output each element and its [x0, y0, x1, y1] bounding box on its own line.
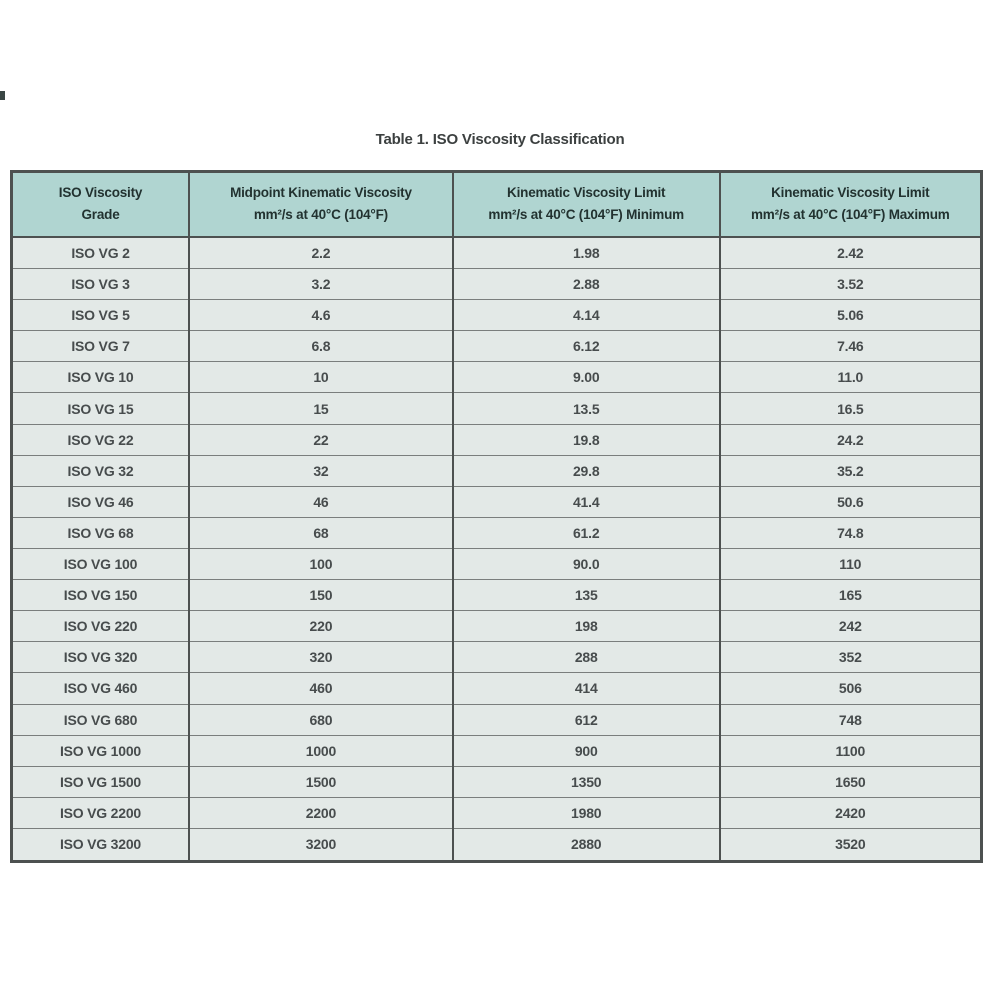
table-cell: 3.2	[189, 269, 453, 300]
table-row	[12, 704, 982, 735]
table-row	[12, 735, 982, 766]
table-cell: 41.4	[453, 486, 720, 517]
table-cell: 11.0	[720, 362, 982, 393]
table-cell: 2.88	[453, 269, 720, 300]
table-cell: ISO VG 3200	[12, 828, 190, 861]
header-row	[12, 172, 982, 237]
table-cell: 460	[189, 673, 453, 704]
table-cell: 46	[189, 486, 453, 517]
table-cell: 320	[189, 642, 453, 673]
table-header	[12, 172, 982, 237]
left-edge-speck	[0, 91, 5, 100]
table-cell: ISO VG 15	[12, 393, 190, 424]
table-cell: 220	[189, 611, 453, 642]
table-row	[12, 237, 982, 269]
table-cell: 1980	[453, 797, 720, 828]
table-title: Table 1. ISO Viscosity Classification	[375, 131, 625, 148]
table-cell: ISO VG 3	[12, 269, 190, 300]
table-cell: ISO VG 220	[12, 611, 190, 642]
table-cell: 19.8	[453, 424, 720, 455]
header-cell-grade	[12, 172, 190, 237]
table-cell: 110	[720, 549, 982, 580]
table-cell: 198	[453, 611, 720, 642]
table-cell: 2.42	[720, 237, 982, 269]
header-cell-midpoint	[189, 172, 453, 237]
table-cell: 4.6	[189, 300, 453, 331]
table-cell: 1650	[720, 766, 982, 797]
header-line: Kinematic Viscosity Limit	[771, 184, 930, 200]
table-cell: 16.5	[720, 393, 982, 424]
table-cell: 1100	[720, 735, 982, 766]
iso-viscosity-table	[10, 170, 983, 863]
table-cell: 61.2	[453, 517, 720, 548]
table-cell: 90.0	[453, 549, 720, 580]
table-cell: ISO VG 1500	[12, 766, 190, 797]
table-cell: 9.00	[453, 362, 720, 393]
table-cell: 74.8	[720, 517, 982, 548]
table-cell: 680	[189, 704, 453, 735]
table-row	[12, 517, 982, 548]
table-row	[12, 331, 982, 362]
table-cell: 3.52	[720, 269, 982, 300]
header-line: Kinematic Viscosity Limit	[507, 184, 666, 200]
table-cell: ISO VG 100	[12, 549, 190, 580]
header-line: mm²/s at 40°C (104°F) Maximum	[751, 207, 950, 223]
table-row	[12, 642, 982, 673]
table-cell: ISO VG 5	[12, 300, 190, 331]
table-row	[12, 766, 982, 797]
table-cell: ISO VG 7	[12, 331, 190, 362]
table-cell: 1350	[453, 766, 720, 797]
table-cell: 5.06	[720, 300, 982, 331]
table-cell: ISO VG 680	[12, 704, 190, 735]
table-cell: 2.2	[189, 237, 453, 269]
header-cell-minimum	[453, 172, 720, 237]
table-cell: 68	[189, 517, 453, 548]
table-cell: ISO VG 460	[12, 673, 190, 704]
table-cell: 6.8	[189, 331, 453, 362]
table-cell: 13.5	[453, 393, 720, 424]
table-cell: ISO VG 32	[12, 455, 190, 486]
table-cell: 1500	[189, 766, 453, 797]
table-cell: 22	[189, 424, 453, 455]
table-row	[12, 300, 982, 331]
table-cell: 2200	[189, 797, 453, 828]
table-row	[12, 797, 982, 828]
table-row	[12, 828, 982, 861]
table-cell: 24.2	[720, 424, 982, 455]
table-row	[12, 580, 982, 611]
table-body	[12, 237, 982, 862]
table-cell: 50.6	[720, 486, 982, 517]
table-cell: 100	[189, 549, 453, 580]
table-cell: 242	[720, 611, 982, 642]
header-line: ISO Viscosity	[58, 184, 143, 200]
table-row	[12, 486, 982, 517]
table-cell: 414	[453, 673, 720, 704]
table-cell: 1000	[189, 735, 453, 766]
table-cell: 10	[189, 362, 453, 393]
table-cell: 288	[453, 642, 720, 673]
table-cell: ISO VG 46	[12, 486, 190, 517]
table-row	[12, 673, 982, 704]
header-line: mm²/s at 40°C (104°F) Minimum	[488, 207, 684, 223]
table-row	[12, 455, 982, 486]
table-cell: 6.12	[453, 331, 720, 362]
table-cell: 352	[720, 642, 982, 673]
table-cell: 150	[189, 580, 453, 611]
table-cell: 900	[453, 735, 720, 766]
table-cell: 7.46	[720, 331, 982, 362]
header-line: mm²/s at 40°C (104°F)	[253, 207, 388, 223]
table-cell: 29.8	[453, 455, 720, 486]
table-row	[12, 269, 982, 300]
table-cell: ISO VG 150	[12, 580, 190, 611]
table-cell: 15	[189, 393, 453, 424]
table-cell: 3520	[720, 828, 982, 861]
table-cell: ISO VG 320	[12, 642, 190, 673]
table-cell: 165	[720, 580, 982, 611]
table-cell: 4.14	[453, 300, 720, 331]
table-row	[12, 393, 982, 424]
table-cell: ISO VG 68	[12, 517, 190, 548]
table-cell: ISO VG 2	[12, 237, 190, 269]
header-line: Midpoint Kinematic Viscosity	[230, 184, 412, 200]
table-cell: ISO VG 22	[12, 424, 190, 455]
table-cell: 35.2	[720, 455, 982, 486]
table-cell: ISO VG 1000	[12, 735, 190, 766]
table-cell: 748	[720, 704, 982, 735]
table-cell: ISO VG 2200	[12, 797, 190, 828]
table-cell: 135	[453, 580, 720, 611]
table-cell: 1.98	[453, 237, 720, 269]
table-cell: 32	[189, 455, 453, 486]
header-line: Grade	[81, 207, 120, 223]
table-cell: 3200	[189, 828, 453, 861]
table-row	[12, 424, 982, 455]
table-cell: 2880	[453, 828, 720, 861]
header-cell-maximum	[720, 172, 982, 237]
table-cell: 506	[720, 673, 982, 704]
table-cell: 612	[453, 704, 720, 735]
table-row	[12, 549, 982, 580]
table-cell: 2420	[720, 797, 982, 828]
table-row	[12, 362, 982, 393]
table-cell: ISO VG 10	[12, 362, 190, 393]
table-row	[12, 611, 982, 642]
